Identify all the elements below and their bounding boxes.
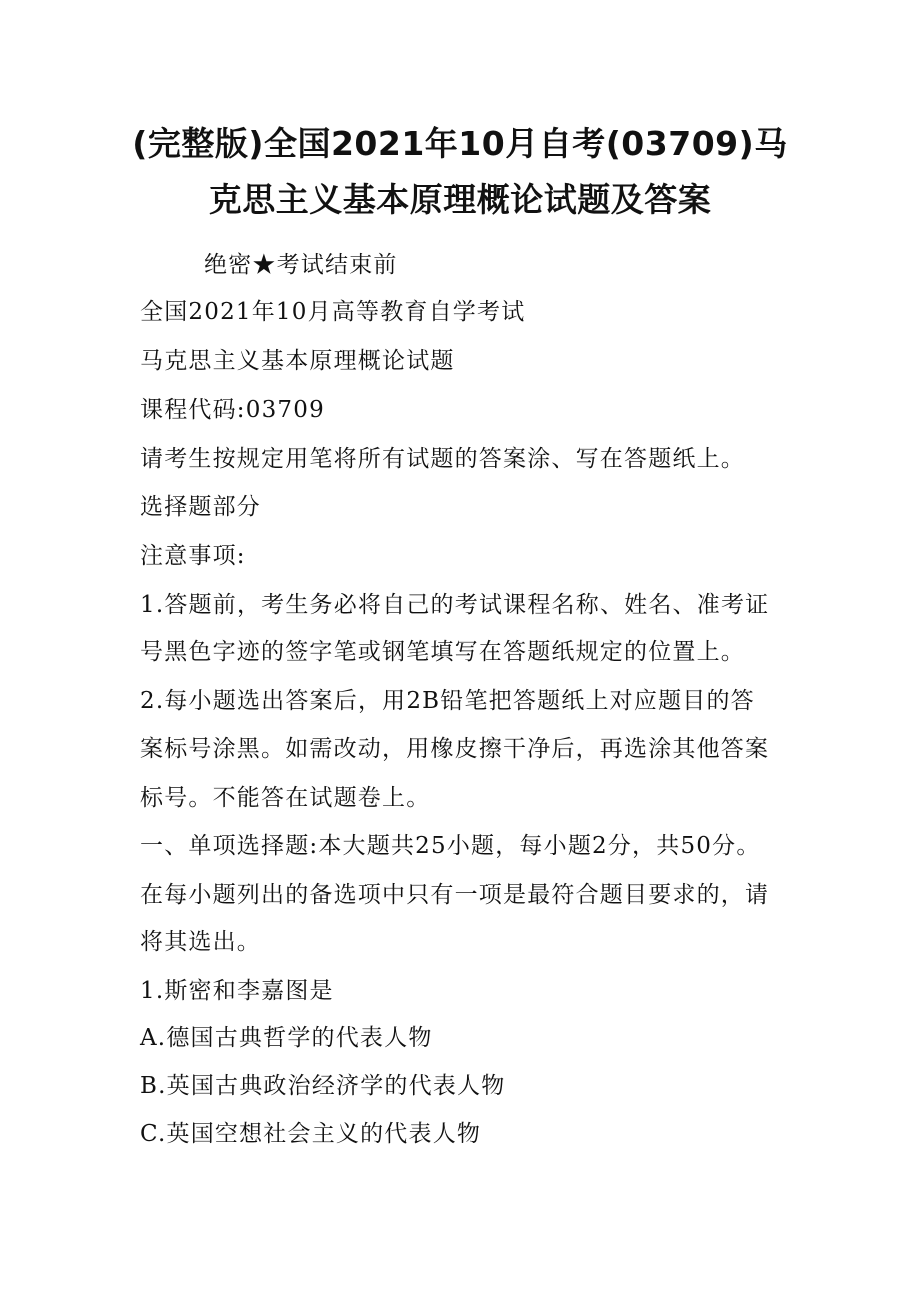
document-title-line-2: 克思主义基本原理概论试题及答案 xyxy=(208,180,712,219)
note-1-line-1: 1.答题前，考生务必将自己的考试课程名称、姓名、准考证 xyxy=(140,592,770,618)
question-1-option-b: B.英国古典政治经济学的代表人物 xyxy=(140,1073,506,1099)
note-2-line-1: 2.每小题选出答案后，用2B铅笔把答题纸上对应题目的答 xyxy=(140,688,755,714)
question-1-stem: 1.斯密和李嘉图是 xyxy=(140,978,334,1004)
answer-instruction: 请考生按规定用笔将所有试题的答案涂、写在答题纸上。 xyxy=(140,446,745,472)
note-2-line-2: 案标号涂黑。如需改动，用橡皮擦干净后，再选涂其他答案 xyxy=(140,736,770,762)
exam-name: 全国2021年10月高等教育自学考试 xyxy=(140,299,526,325)
secret-mark: 绝密★考试结束前 xyxy=(204,252,398,278)
notes-heading: 注意事项: xyxy=(140,543,246,569)
question-1-option-a: A.德国古典哲学的代表人物 xyxy=(140,1025,433,1051)
section-label: 选择题部分 xyxy=(140,494,261,520)
note-2-line-3: 标号。不能答在试题卷上。 xyxy=(140,785,431,811)
part-1-heading-line-2: 在每小题列出的备选项中只有一项是最符合题目要求的，请 xyxy=(140,882,770,908)
course-code: 课程代码:03709 xyxy=(140,397,325,423)
document-title-line-1: (完整版)全国2021年10月自考(03709)马 xyxy=(132,124,788,163)
note-1-line-2: 号黑色字迹的签字笔或钢笔填写在答题纸规定的位置上。 xyxy=(140,639,745,665)
question-1-option-c: C.英国空想社会主义的代表人物 xyxy=(140,1121,482,1147)
part-1-heading-line-3: 将其选出。 xyxy=(140,929,261,955)
paper-name: 马克思主义基本原理概论试题 xyxy=(140,348,455,374)
part-1-heading-line-1: 一、单项选择题:本大题共25小题，每小题2分，共50分。 xyxy=(140,833,761,859)
